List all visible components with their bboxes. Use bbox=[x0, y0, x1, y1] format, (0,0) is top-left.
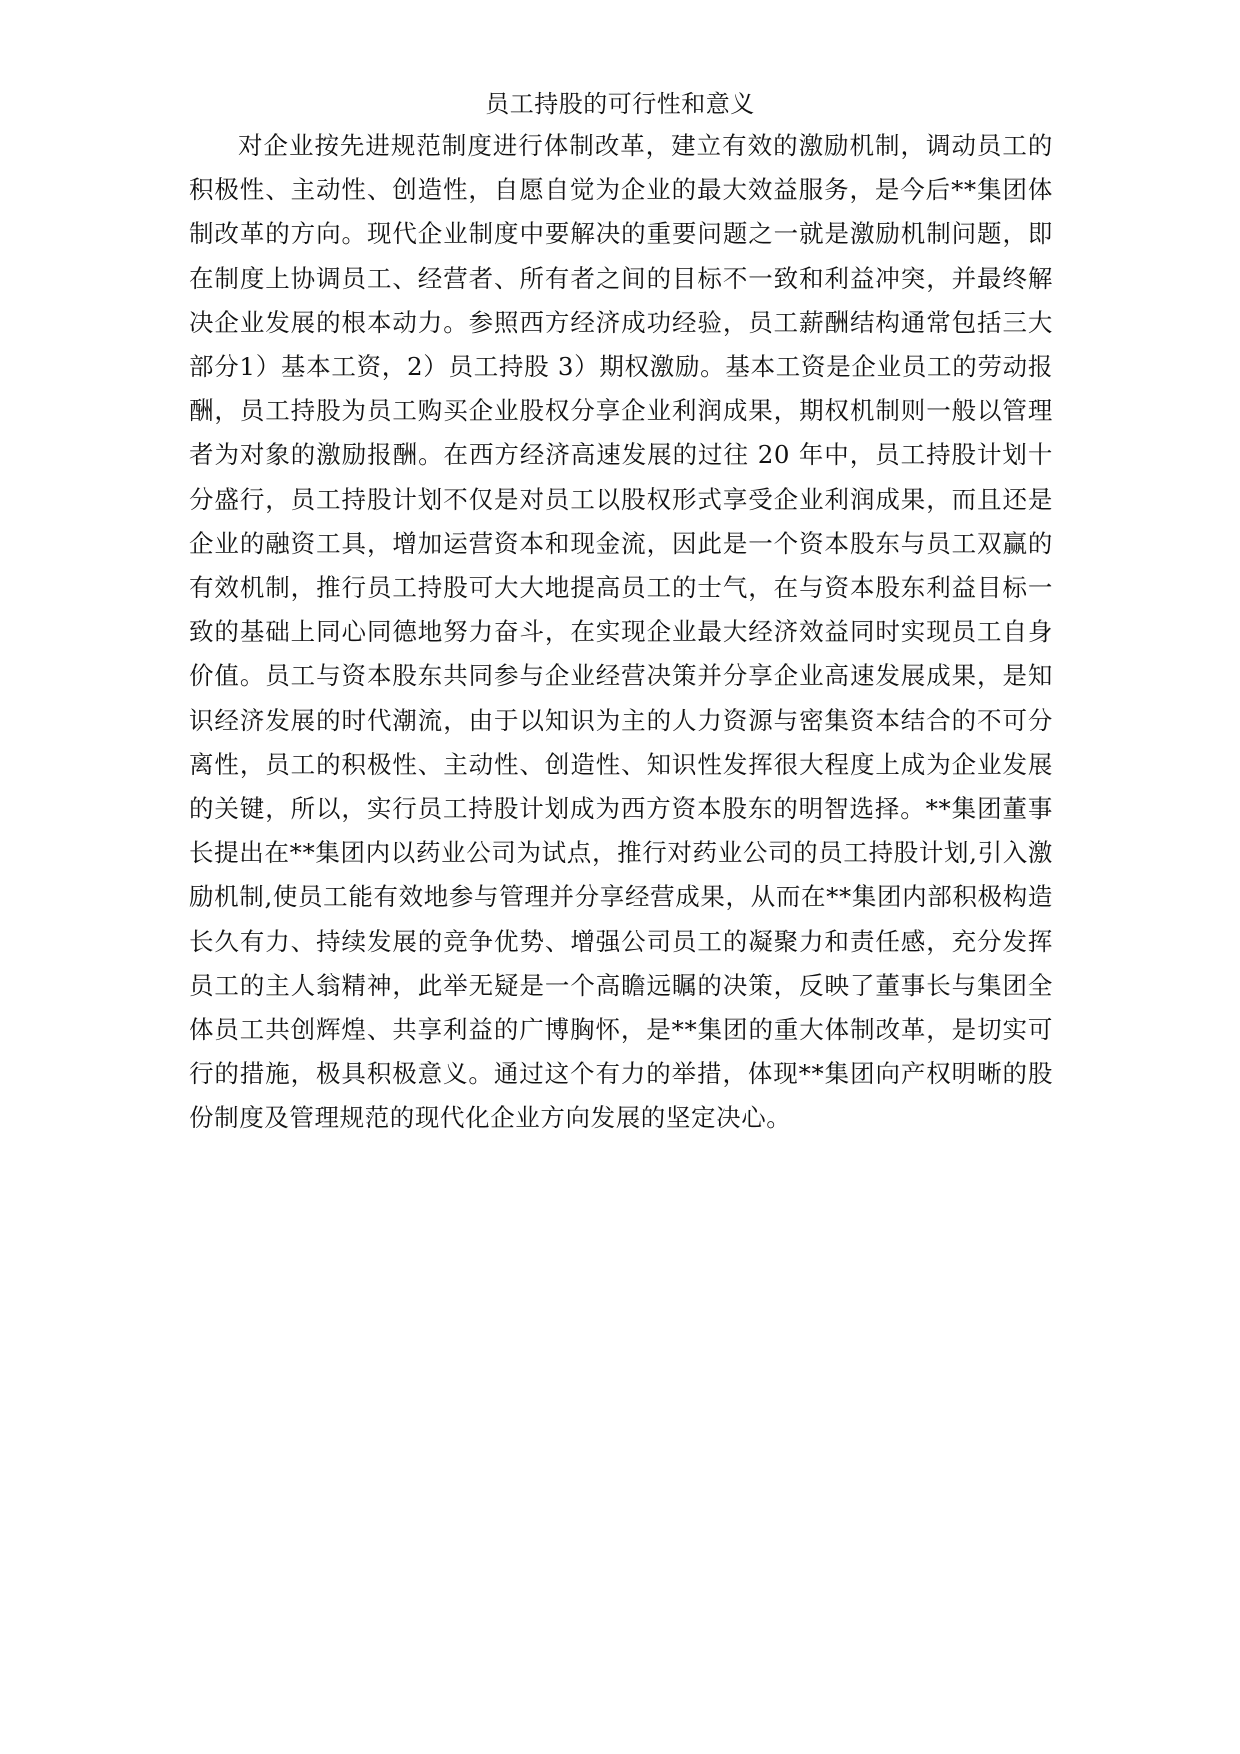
document-paragraph: 对企业按先进规范制度进行体制改革，建立有效的激励机制，调动员工的积极性、主动性、创造性，自愿自觉为企业的最大效益服务，是今后**集团体制改革的方向。现代企业制度中要解决的重要问题之一就是激励机制问题，即在制度上协调员工、经营者、所有者之间的目标不一致和利益冲突，并最终解决企业发展的根本动力。参照西方经济成功经验，员工薪酬结构通常包括三大部分1）基本工资，2）员工持股 3）期权激励。基本工资是企业员工的劳动报酬，员工持股为员工购买企业股权分享企业利润成果，期权机制则一般以管理者为对象的激励报酬。在西方经济高速发展的过往 20 年中，员工持股计划十分盛行，员工持股计划不仅是对员工以股权形式享受企业利润成果，而且还是企业的融资工具，增加运营资本和现金流，因此是一个资本股东与员工双赢的有效机制，推行员工持股可大大地提高员工的士气，在与资本股东利益目标一致的基础上同心同德地努力奋斗，在实现企业最大经济效益同时实现员工自身价值。员工与资本股东共同参与企业经营决策并分享企业高速发展成果，是知识经济发展的时代潮流，由于以知识为主的人力资源与密集资本结合的不可分离性，员工的积极性、主动性、创造性、知识性发挥很大程度上成为企业发展的关键，所以，实行员工持股计划成为西方资本股东的明智选择。**集团董事长提出在**集团内以药业公司为试点，推行对药业公司的员工持股计划,引入激励机制,使员工能有效地参与管理并分享经营成果，从而在**集团内部积极构造长久有力、持续发展的竞争优势、增强公司员工的凝聚力和责任感，充分发挥员工的主人翁精神，此举无疑是一个高瞻远瞩的决策，反映了董事长与集团全体员工共创辉煌、共享利益的广博胸怀，是**集团的重大体制改革，是切实可行的措施，极具积极意义。通过这个有力的举措，体现**集团向产权明晰的股份制度及管理规范的现代化企业方向发展的坚定决心。 bbox=[189, 131, 1053, 1133]
document-title: 员工持股的可行性和意义 bbox=[485, 90, 755, 118]
